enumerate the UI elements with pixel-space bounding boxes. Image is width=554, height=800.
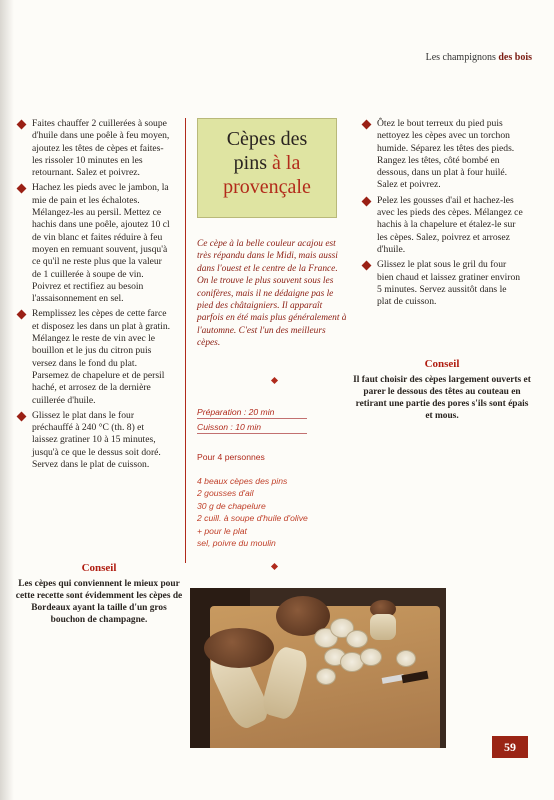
mushroom-stem-image [370, 614, 396, 640]
diamond-bullet-icon [362, 120, 372, 130]
ingredient-item: 4 beaux cèpes des pins [197, 476, 288, 486]
steps-right-column [363, 118, 523, 311]
mushroom-slice-image [346, 630, 368, 648]
mushroom-slice-image [360, 648, 382, 666]
diamond-separator-icon [271, 563, 278, 570]
mushroom-photo [190, 588, 446, 748]
header-prefix: Les champignons [425, 52, 496, 63]
ingredient-item: sel, poivre du moulin [197, 538, 276, 549]
steps-left-column [18, 118, 170, 474]
diamond-bullet-icon [362, 261, 372, 271]
recipe-times [197, 406, 307, 436]
mushroom-slice-image [396, 650, 416, 667]
step-item: Ôtez le bout terreux du pied puis nettoyez les cèpes avec un torchon humide. Séparez les têtes des pieds. Rangez les têtes, côté bombé en dessous, dans un plat à four huilé. Salez et poivrez. [363, 118, 523, 192]
diamond-bullet-icon [17, 411, 27, 421]
step-item: Faites chauffer 2 cuillerées à soupe d'huile dans une poêle à feu moyen, ajoutez les têtes de cèpes et faites-les rissoler 10 minutes en les retournant. Salez et poivrez. [18, 118, 170, 179]
column-divider [185, 118, 186, 563]
ingredient-item: 2 cuill. à soupe d'huile d'olive [197, 513, 308, 524]
header-emphasis: des bois [498, 52, 532, 63]
conseil-left-title: Conseil [81, 562, 117, 574]
ingredient-item: 30 g de chapelure [197, 500, 266, 511]
step-item: Hachez les pieds avec le jambon, la mie de pain et les échalotes. Mélangez-les au persil. Mettez ce hachis dans une poêle, ajoutez 10 cl de vin blanc et faites réduire à feu moyen en remuant souvent, jusqu'à ce qu'il ne reste plus que la valeur de 1 cuillerée à soupe de vin. Poivrez et rectifiez au besoin l'assaisonnement en sel. [18, 182, 170, 305]
step-item: Glissez le plat sous le gril du four bien chaud et laissez gratiner environ 5 minutes. Servez aussitôt dans le plat de cuisson. [363, 259, 523, 308]
preparation-time: Préparation : 20 min [197, 406, 307, 419]
mushroom-slice-image [316, 668, 336, 685]
diamond-separator-icon [271, 377, 278, 384]
conseil-right-text: Il faut choisir des cèpes largement ouverts et parer le dessous des têtes au couteau en retirant une partie des pores s'ils sont épais et mous. [353, 375, 531, 421]
ingredient-item: 2 gousses d'ail [197, 488, 254, 499]
mushroom-cap-image [204, 628, 274, 668]
diamond-bullet-icon [362, 196, 372, 206]
diamond-bullet-icon [17, 184, 27, 194]
page-number: 59 [492, 736, 528, 758]
conseil-right-box [352, 358, 532, 422]
step-item: Remplissez les cèpes de cette farce et disposez les dans un plat à gratin. Mélangez le reste de vin avec le bouillon et le jus du citron puis versez dans le fond du plat. Parsemez de chapelure et de persil haché, et arrosez de la dernière cuillerée d'huile. [18, 308, 170, 406]
running-header [426, 52, 532, 63]
step-item: Glissez le plat dans le four préchauffé à 240 °C (th. 8) et laissez gratiner 10 à 15 minutes, jusqu'à ce que le dessus soit doré. Servez dans le plat de cuisson. [18, 410, 170, 471]
conseil-left-box [14, 562, 184, 626]
recipe-title: Cèpes des pins à la provençale [197, 118, 337, 218]
diamond-bullet-icon [17, 310, 27, 320]
step-item: Pelez les gousses d'ail et hachez-les avec les pieds des cèpes. Mélangez ce hachis à la chapelure et étalez-le sur les cèpes. Salez, poivrez et arrosez d'huile. [363, 195, 523, 256]
ingredient-item: + pour le plat [197, 525, 247, 536]
servings: Pour 4 personnes [197, 452, 265, 462]
page-binding-shadow [0, 0, 14, 800]
ingredient-list [197, 475, 347, 549]
recipe-intro: Ce cèpe à la belle couleur acajou est très répandu dans le Midi, mais aussi dans l'ouest et le centre de la France. On le trouve le plus souvent sous les conifères, mais il ne dédaigne pas le pied des châtaigniers. Il apparaît parfois en été mais plus généralement à l'automne. C'est l'un des meilleurs cèpes. [197, 239, 347, 349]
diamond-bullet-icon [17, 120, 27, 130]
cooking-time: Cuisson : 10 min [197, 421, 307, 434]
conseil-left-text: Les cèpes qui conviennent le mieux pour cette recette sont évidemment les cèpes de Bordeaux ayant la taille d'un gros bouchon de champagne. [15, 579, 183, 625]
conseil-right-title: Conseil [424, 358, 460, 370]
